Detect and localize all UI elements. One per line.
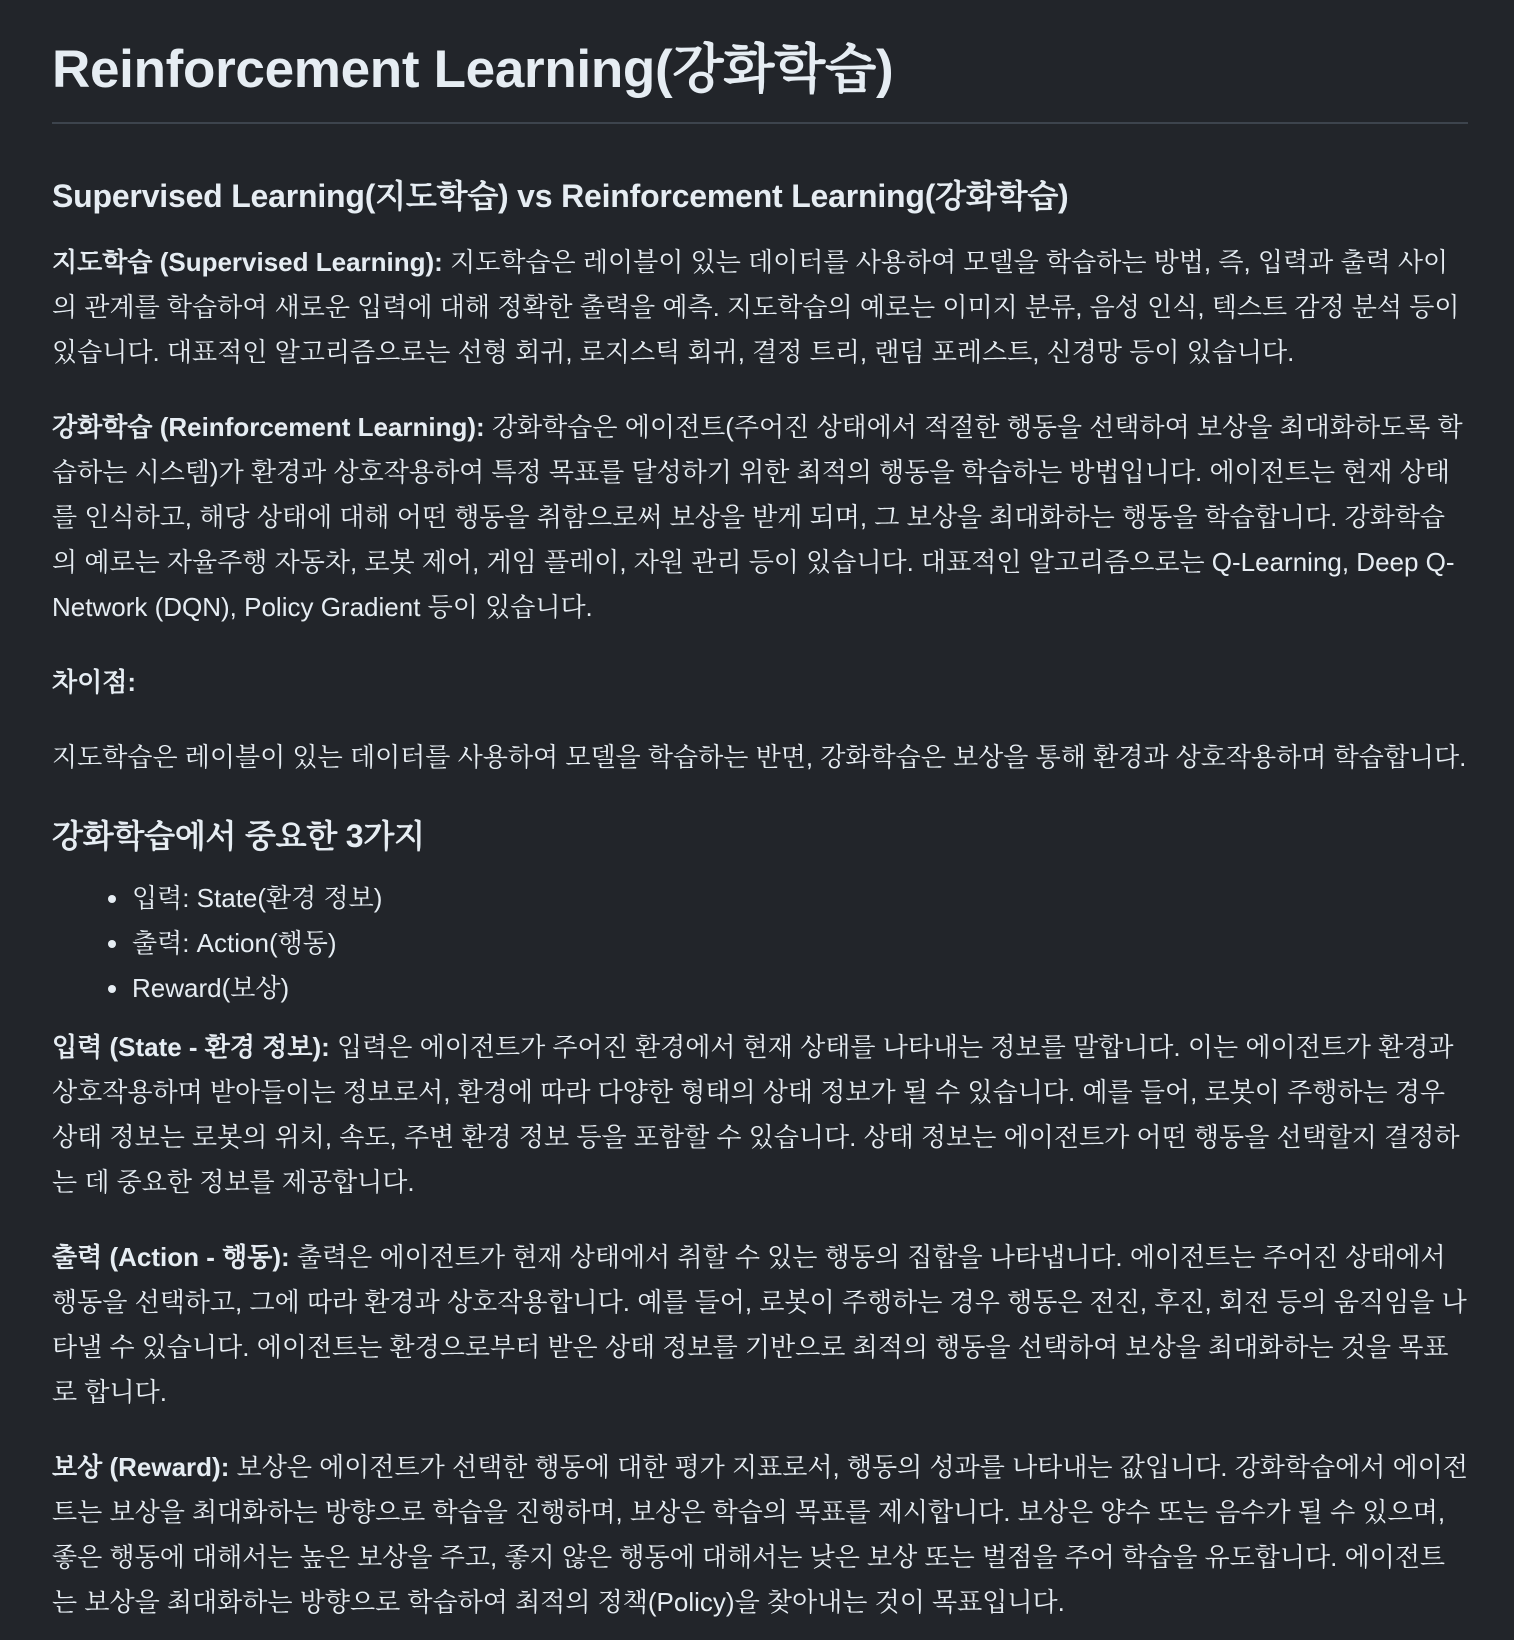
list-item-text: 출력: Action(행동) — [132, 928, 337, 958]
list-item — [132, 921, 1468, 966]
supervised-text: 지도학습은 레이블이 있는 데이터를 사용하여 모델을 학습하는 방법, 즉, 입력과 출력 사이의 관계를 학습하여 새로운 입력에 대해 정확한 출력을 예측. 지도학습의 예로는 이미지 분류, 음성 인식, 텍스트 감정 분석 등이 있습니다. 대표적인 알고리즘으로는 선형 회귀, 로지스틱 회귀, 결정 트리, 랜덤 포레스트, 신경망 등이 있습니다. — [52, 247, 1460, 367]
reward-label: 보상 (Reward): — [52, 1452, 230, 1482]
bullet-icon — [108, 895, 116, 903]
section-heading-comparison: Supervised Learning(지도학습) vs Reinforcement Learning(강화학습) — [52, 178, 1069, 214]
section-heading-three-elements: 강화학습에서 중요한 3가지 — [52, 818, 425, 854]
reinforcement-text: 강화학습은 에이전트(주어진 상태에서 적절한 행동을 선택하여 보상을 최대화하도록 학습하는 시스템)가 환경과 상호작용하여 특정 목표를 달성하기 위한 최적의 행동을 학습하는 방법입니다. 에이전트는 현재 상태를 인식하고, 해당 상태에 대해 어떤 행동을 취함으로써 보상을 받게 되며, 그 보상을 최대화하는 행동을 학습합니다. 강화학습의 예로는 자율주행 자동차, 로봇 제어, 게임 플레이, 자원 관리 등이 있습니다. 대표적인 알고리즘으로는 Q-Learning, Deep Q-Network (DQN), Policy Gradient 등이 있습니다. — [52, 412, 1463, 622]
paragraph-reward — [52, 1445, 1468, 1625]
title-divider — [52, 122, 1468, 124]
list-item-text: 입력: State(환경 정보) — [132, 883, 383, 913]
list-item — [132, 876, 1468, 921]
reward-text: 보상은 에이전트가 선택한 행동에 대한 평가 지표로서, 행동의 성과를 나타내는 값입니다. 강화학습에서 에이전트는 보상을 최대화하는 방향으로 학습을 진행하며, 보상은 학습의 목표를 제시합니다. 보상은 양수 또는 음수가 될 수 있으며, 좋은 행동에 대해서는 높은 보상을 주고, 좋지 않은 행동에 대해서는 낮은 보상 또는 벌점을 주어 학습을 유도합니다. 에이전트는 보상을 최대화하는 방향으로 학습하여 최적의 정책(Policy)을 찾아내는 것이 목표입니다. — [52, 1452, 1468, 1617]
page-title: Reinforcement Learning(강화학습) — [52, 40, 894, 99]
list-item — [132, 966, 1468, 1011]
supervised-label: 지도학습 (Supervised Learning): — [52, 247, 443, 277]
action-label: 출력 (Action - 행동): — [52, 1242, 290, 1272]
list-item-text: Reward(보상) — [132, 973, 290, 1003]
paragraph-supervised — [52, 240, 1468, 375]
paragraph-state — [52, 1025, 1468, 1205]
paragraph-action — [52, 1235, 1468, 1415]
action-text: 출력은 에이전트가 현재 상태에서 취할 수 있는 행동의 집합을 나타냅니다. 에이전트는 주어진 상태에서 행동을 선택하고, 그에 따라 환경과 상호작용합니다. 예를 들어, 로봇이 주행하는 경우 행동은 전진, 후진, 회전 등의 움직임을 나타낼 수 있습니다. 에이전트는 환경으로부터 받은 상태 정보를 기반으로 최적의 행동을 선택하여 보상을 최대화하는 것을 목표로 합니다. — [52, 1242, 1467, 1407]
three-elements-list — [52, 876, 1468, 1011]
bullet-icon — [108, 940, 116, 948]
paragraph-difference-label — [52, 660, 1468, 705]
state-label: 입력 (State - 환경 정보): — [52, 1032, 330, 1062]
reinforcement-label: 강화학습 (Reinforcement Learning): — [52, 412, 485, 442]
paragraph-difference-text: 지도학습은 레이블이 있는 데이터를 사용하여 모델을 학습하는 반면, 강화학습은 보상을 통해 환경과 상호작용하며 학습합니다. — [52, 742, 1467, 772]
paragraph-reinforcement — [52, 405, 1468, 630]
state-text: 입력은 에이전트가 주어진 환경에서 현재 상태를 나타내는 정보를 말합니다. 이는 에이전트가 환경과 상호작용하며 받아들이는 정보로서, 환경에 따라 다양한 형태의 상태 정보가 될 수 있습니다. 예를 들어, 로봇이 주행하는 경우 상태 정보는 로봇의 위치, 속도, 주변 환경 정보 등을 포함할 수 있습니다. 상태 정보는 에이전트가 어떤 행동을 선택할지 결정하는 데 중요한 정보를 제공합니다. — [52, 1032, 1460, 1197]
difference-label: 차이점: — [52, 667, 137, 697]
bullet-icon — [108, 985, 116, 993]
